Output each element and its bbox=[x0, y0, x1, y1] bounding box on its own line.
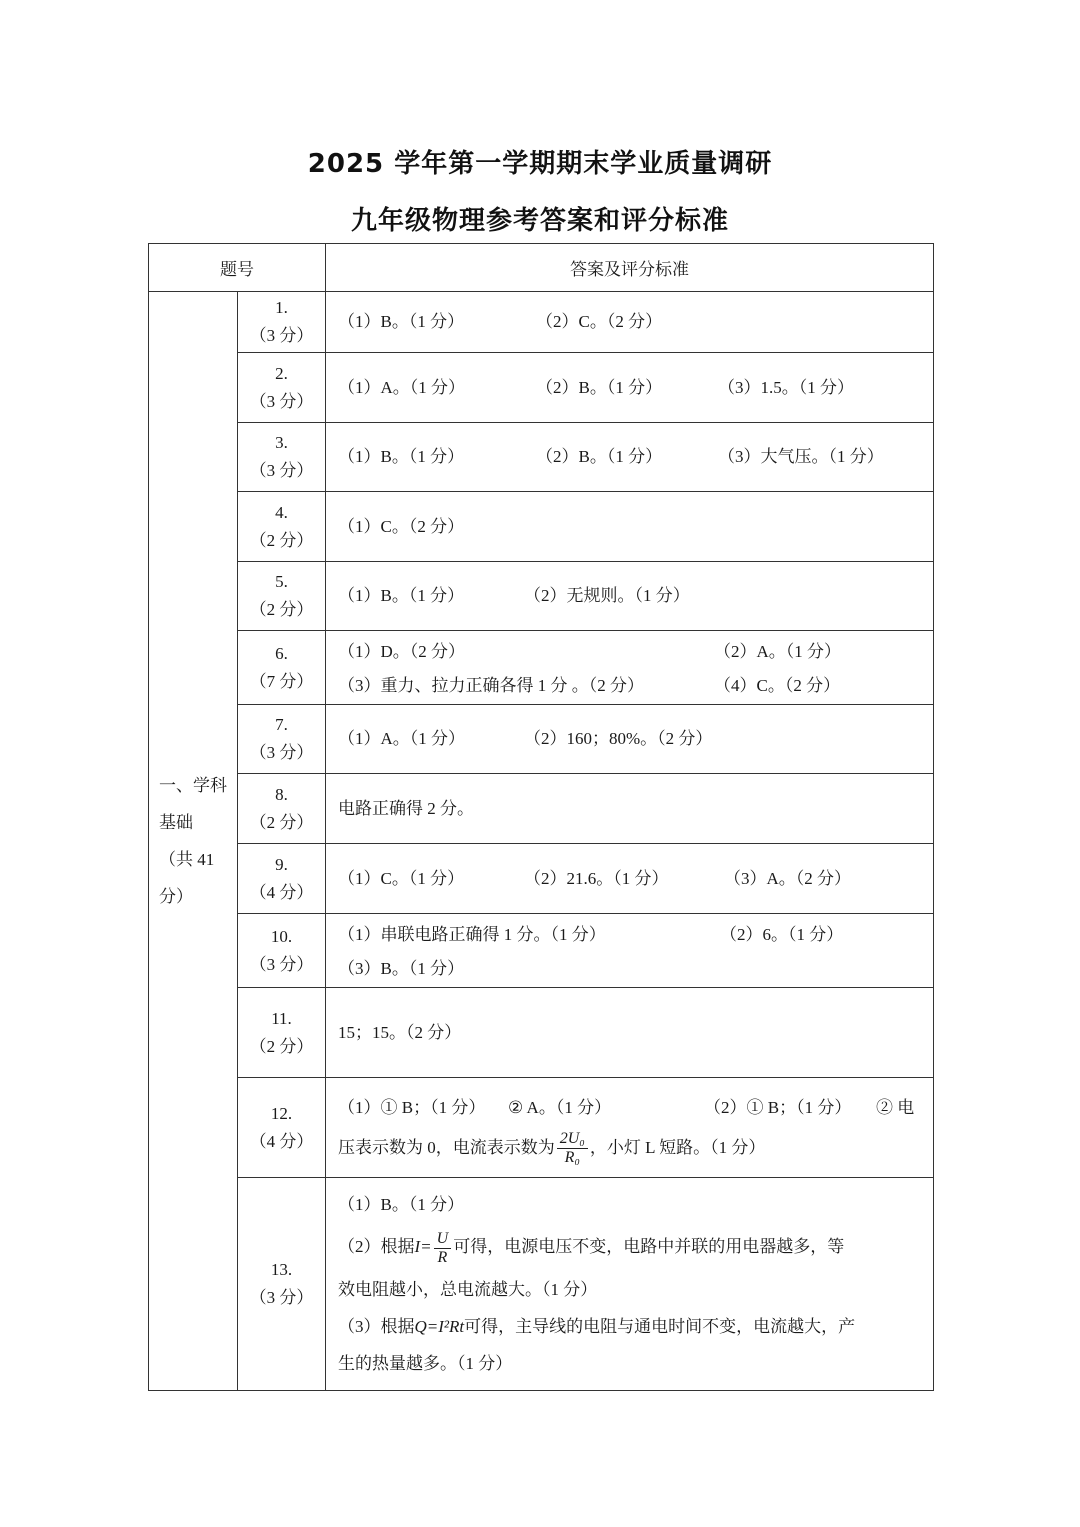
answer-part: （3）B。（1 分） bbox=[338, 958, 465, 978]
answer-part: ② A。（1 分） bbox=[508, 1097, 612, 1117]
answer-table bbox=[148, 243, 934, 1391]
table-row bbox=[149, 423, 934, 492]
question-number-cell bbox=[238, 774, 326, 844]
answer-part: （1）B。（1 分） bbox=[338, 312, 465, 331]
answer-cell bbox=[326, 705, 934, 774]
question-number: 12. bbox=[270, 1103, 293, 1123]
question-number-cell bbox=[238, 292, 326, 353]
answer-cell bbox=[326, 492, 934, 562]
question-points: （3 分） bbox=[249, 1288, 314, 1307]
table-row bbox=[149, 1178, 934, 1391]
question-number: 13. bbox=[270, 1260, 293, 1279]
answer-part: （1）串联电路正确得 1 分。（1 分） bbox=[338, 924, 606, 944]
question-number-cell bbox=[238, 562, 326, 631]
question-number-cell bbox=[238, 631, 326, 705]
section-label-line: 一、学科 bbox=[159, 776, 227, 795]
answer-part: 可得，电源电压不变，电路中并联的用电器越多，等 bbox=[453, 1237, 845, 1256]
fraction-numerator: 2U₀ bbox=[557, 1130, 588, 1149]
answer-part: （3）A。（2 分） bbox=[724, 868, 852, 888]
fraction-2u0-over-r0 bbox=[557, 1130, 588, 1167]
section-label bbox=[149, 292, 238, 1391]
formula-ohms-law: I= bbox=[414, 1237, 432, 1256]
fraction-denominator: R bbox=[437, 1248, 448, 1266]
table-row bbox=[149, 705, 934, 774]
question-number: 3. bbox=[275, 433, 288, 452]
answer-part: （1）C。（1 分） bbox=[338, 868, 465, 888]
question-number-cell bbox=[238, 844, 326, 914]
answer-part: （1）A。（1 分） bbox=[338, 377, 466, 397]
question-number: 1. bbox=[275, 298, 288, 317]
header-question-number: 题号 bbox=[149, 244, 326, 292]
answer-part: （1）① B；（1 分） bbox=[338, 1097, 486, 1117]
answer-part: ② 电 bbox=[876, 1097, 915, 1117]
answer-part: （3）根据 bbox=[338, 1317, 415, 1336]
question-number-cell bbox=[238, 988, 326, 1078]
answer-part: 可得，主导线的电阻与通电时间不变，电流越大，产 bbox=[464, 1317, 856, 1336]
question-points: （3 分） bbox=[249, 461, 314, 480]
question-number-cell bbox=[238, 705, 326, 774]
fraction-numerator: U bbox=[434, 1230, 452, 1249]
question-number-cell bbox=[238, 492, 326, 562]
answer-part: （1）D。（2 分） bbox=[338, 641, 466, 661]
answer-cell bbox=[326, 1178, 934, 1391]
question-number: 2. bbox=[275, 363, 288, 383]
question-number-cell bbox=[238, 353, 326, 423]
answer-cell bbox=[326, 292, 934, 353]
answer-part: ，小灯 L 短路。（1 分） bbox=[589, 1137, 766, 1157]
section-label-line: （共 41 bbox=[159, 850, 215, 869]
answer-part: （2）A。（1 分） bbox=[714, 641, 842, 661]
table-row bbox=[149, 988, 934, 1078]
question-points: （4 分） bbox=[249, 882, 314, 902]
answer-cell bbox=[326, 1078, 934, 1178]
table-row bbox=[149, 774, 934, 844]
fraction-u-over-r bbox=[434, 1230, 452, 1267]
formula-joule-law: Q=I²Rt bbox=[414, 1317, 465, 1336]
question-points: （2 分） bbox=[249, 812, 314, 832]
question-number-cell bbox=[238, 914, 326, 988]
answer-part: 效电阻越小，总电流越大。（1 分） bbox=[338, 1280, 598, 1299]
table-row bbox=[149, 844, 934, 914]
question-points: （3 分） bbox=[249, 326, 314, 345]
question-number: 9. bbox=[275, 854, 288, 874]
answer-part: 电路正确得 2 分。 bbox=[338, 798, 474, 818]
question-points: （2 分） bbox=[249, 1036, 314, 1056]
table-row bbox=[149, 1078, 934, 1178]
answer-cell bbox=[326, 631, 934, 705]
table-row bbox=[149, 631, 934, 705]
document-subtitle: 九年级物理参考答案和评分标准 bbox=[350, 206, 729, 236]
table-row bbox=[149, 914, 934, 988]
question-number: 5. bbox=[275, 572, 288, 591]
answer-part: （1）B。（1 分） bbox=[338, 447, 465, 466]
answer-part: （2）C。（2 分） bbox=[536, 312, 663, 331]
answer-cell bbox=[326, 774, 934, 844]
answer-part: （1）B。（1 分） bbox=[338, 586, 465, 605]
question-points: （3 分） bbox=[249, 391, 314, 411]
answer-part: （1）B。（1 分） bbox=[338, 1195, 465, 1214]
question-points: （7 分） bbox=[249, 671, 314, 691]
answer-part: （2）① B；（1 分） bbox=[704, 1097, 852, 1117]
answer-part: （2）根据 bbox=[338, 1237, 415, 1256]
table-row bbox=[149, 492, 934, 562]
answer-cell bbox=[326, 988, 934, 1078]
question-points: （3 分） bbox=[249, 954, 314, 974]
table-row bbox=[149, 353, 934, 423]
table-row bbox=[149, 562, 934, 631]
header-answer-criteria: 答案及评分标准 bbox=[326, 244, 934, 292]
answer-cell bbox=[326, 914, 934, 988]
answer-part: （1）C。（2 分） bbox=[338, 516, 465, 536]
answer-cell bbox=[326, 562, 934, 631]
answer-part: （3）1.5。（1 分） bbox=[718, 377, 854, 397]
answer-part: （2）B。（1 分） bbox=[536, 377, 663, 397]
answer-cell bbox=[326, 423, 934, 492]
section-label-line: 分） bbox=[159, 887, 193, 906]
question-points: （3 分） bbox=[249, 743, 314, 762]
answer-part: （2）160；80%。（2 分） bbox=[524, 729, 713, 748]
document-title: 2025 学年第一学期期末学业质量调研 bbox=[307, 149, 773, 179]
table-row bbox=[149, 292, 934, 353]
section-label-line: 基础 bbox=[159, 813, 193, 832]
answer-part: （2）B。（1 分） bbox=[536, 447, 663, 466]
answer-part: （1）A。（1 分） bbox=[338, 729, 466, 748]
fraction-denominator: R₀ bbox=[564, 1149, 580, 1167]
answer-part: 压表示数为 0，电流表示数为 bbox=[338, 1137, 555, 1157]
answer-part: 生的热量越多。（1 分） bbox=[338, 1354, 513, 1373]
answer-part: （2）无规则。（1 分） bbox=[524, 586, 690, 605]
answer-cell bbox=[326, 353, 934, 423]
question-points: （4 分） bbox=[249, 1131, 314, 1151]
table-header-row bbox=[149, 244, 934, 292]
question-number: 10. bbox=[270, 926, 293, 946]
question-number: 4. bbox=[275, 502, 288, 522]
question-number: 8. bbox=[275, 784, 288, 804]
question-number-cell bbox=[238, 1178, 326, 1391]
answer-part: （3）大气压。（1 分） bbox=[718, 447, 884, 466]
question-points: （2 分） bbox=[249, 600, 314, 619]
answer-part: （4）C。（2 分） bbox=[714, 675, 841, 695]
answer-part: （2）6。（1 分） bbox=[720, 924, 844, 944]
answer-part: 15；15。（2 分） bbox=[338, 1022, 462, 1042]
answer-cell bbox=[326, 844, 934, 914]
answer-part: （3）重力、拉力正确各得 1 分 。（2 分） bbox=[338, 675, 644, 695]
question-number-cell bbox=[238, 423, 326, 492]
question-number-cell bbox=[238, 1078, 326, 1178]
question-number: 7. bbox=[275, 715, 288, 734]
question-points: （2 分） bbox=[249, 530, 314, 550]
question-number: 6. bbox=[275, 643, 288, 663]
answer-part: （2）21.6。（1 分） bbox=[524, 868, 669, 888]
question-number: 11. bbox=[271, 1008, 292, 1028]
